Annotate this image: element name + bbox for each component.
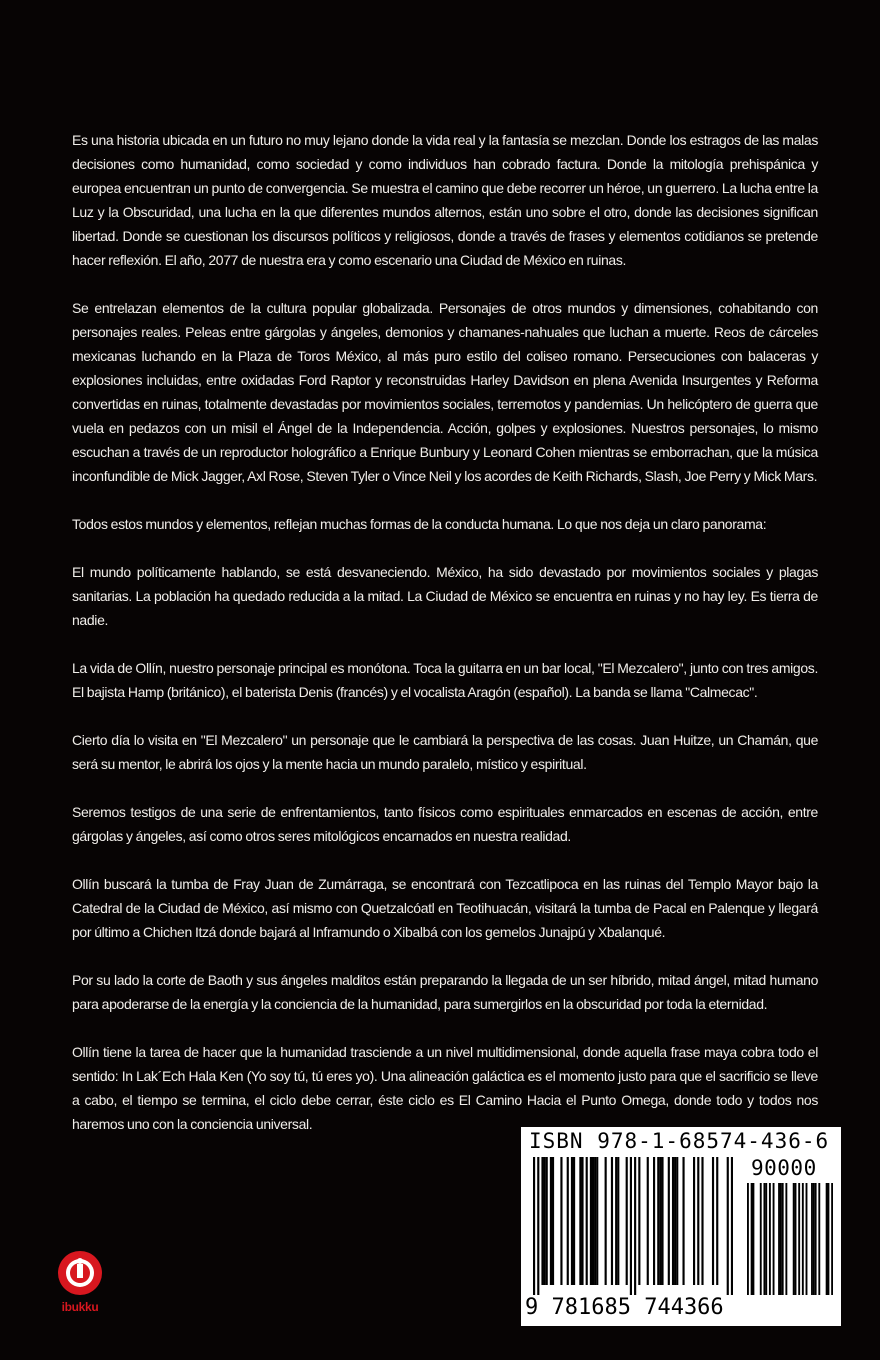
ean5-bar-13 [795,1183,797,1295]
ean5-addon-barcode [747,1183,833,1297]
synopsis-paragraph-7: Seremos testigos de una serie de enfrentamientos, tanto físicos como espirituales enmarcados en escenas de acción, entre gárgolas y ángeles, así como otros seres mitológicos encarnados en nuestra realidad. [72,804,818,844]
ean5-bar-20 [818,1183,820,1295]
ean13-bar-21 [617,1157,619,1285]
synopsis-paragraph-2: Se entrelazan elementos de la cultura popular globalizada. Personajes de otros mundos y dimensiones, cohabitando con personajes reales. Peleas entre gárgolas y ángeles, demonios y chamanes-nahuales que luchan a muerte. Reos de cárceles mexicanas luchando en la Plaza de Toros México, al más puro estilo del coliseo romano. Persecuciones con balaceras y explosiones incluidas, entre oxidadas Ford Raptor y reconstruidas Harley Davidson en plena Avenida Insurgentes y Reforma convertidas en ruinas, totalmente devastadas por movimientos sociales, terremotos y pandemias. Un helicóptero de guerra que vuela en pedazos con un misil el Ángel de la Independencia. Acción, golpes y explosiones. Nuestros personajes, lo mismo escuchan a través de un reproductor holográfico a Enrique Bunbury y Leonard Cohen mientras se emborrachan, que la música inconfundible de Mick Jagger, Axl Rose, Steven Tyler o Vince Neil y los acordes de Keith Richards, Slash, Joe Perry y Mick Mars. [72,300,818,484]
ean13-bar-4 [546,1157,548,1285]
publisher-name: ibukku [61,1300,99,1314]
ean13-bar-27 [653,1157,655,1285]
ean5-bar-5 [765,1183,767,1295]
synopsis-paragraph-10: Ollín tiene la tarea de hacer que la humanidad trasciende a un nivel multidimensional, donde aquella frase maya cobra todo el sentido: In Lak´Ech Hala Ken (Yo soy tú, tú eres yo). Una alineación galáctica es el momento justo para que el sacrificio se lleve a cabo, el tiempo se termina, el ciclo debe cerrar, éste ciclo es El Camino Hacia el Punto Omega, donde todo y todos nos haremos uno con la conciencia universal. [72,1044,818,1132]
ean13-bar-41 [727,1157,729,1295]
ean5-bar-11 [785,1183,787,1295]
synopsis-paragraph-4: El mundo políticamente hablando, se está desvaneciendo. México, ha sido devastado por movimientos sociales y plagas sanitarias. La población ha quedado reducida a la mitad. La Ciudad de México se encuentra en ruinas y no hay ley. Es tierra de nadie. [72,564,818,628]
synopsis-paragraph-8: Ollín buscará la tumba de Fray Juan de Zumárraga, se encontrará con Tezcatlipoca en las ruinas del Templo Mayor bajo la Catedral de la Ciudad de México, así mismo con Quetzalcóatl en Teotihuacán, visitará la tumba de Pacal en Palenque y llegará por último a Chichen Itzá donde bajará al Inframundo o Xibalbá con los gemelos Junajpú y Xbalanqué. [72,876,818,940]
barcode-digits: 9 781685 744366 [525,1295,724,1320]
ean13-bar-29 [659,1157,661,1285]
ean13-bar-31 [668,1157,670,1285]
ean5-bar-18 [813,1183,815,1295]
ean13-bar-32 [672,1157,674,1285]
ean13-bar-39 [712,1157,714,1285]
ean13-bar-23 [630,1157,632,1295]
ean13-bar-38 [701,1157,703,1285]
ean13-bar-36 [693,1157,695,1285]
synopsis-text [72,128,818,1160]
ean13-bar-30 [661,1157,663,1285]
ean13-bar-14 [590,1157,592,1285]
ean13-bar-9 [571,1157,573,1285]
ean13-bar-34 [676,1157,678,1285]
ean5-bar-10 [782,1183,784,1295]
ean5-bar-9 [780,1183,782,1295]
ean5-bar-7 [773,1183,775,1295]
isbn-label: ISBN 978-1-68574-436-6 [529,1129,830,1153]
ean13-bar-26 [647,1157,649,1285]
ean13-bar-8 [567,1157,569,1285]
ean13-bar-35 [682,1157,684,1285]
price-code: 90000 [751,1156,817,1180]
ean13-bar-7 [560,1157,562,1285]
ean13-bar-1 [537,1157,539,1295]
ean5-bar-19 [815,1183,817,1295]
ean13-bar-20 [615,1157,617,1285]
ean5-bar-16 [806,1183,808,1295]
synopsis-paragraph-6: Cierto día lo visita en "El Mezcalero" un personaje que le cambiará la perspectiva de las cosas. Juan Huitze, un Chamán, que será su mentor, le abrirá los ojos y la mente hacia un mundo paralelo, místico y espiritual. [72,732,818,772]
ean5-bar-23 [831,1183,833,1295]
synopsis-paragraph-3: Todos estos mundos y elementos, reflejan muchas formas de la conducta humana. Lo que nos deja un claro panorama: [72,516,767,532]
ean13-bar-28 [657,1157,659,1285]
ean13-bar-33 [674,1157,676,1285]
synopsis-paragraph-9: Por su lado la corte de Baoth y sus ángeles malditos están preparando la llegada de un ser híbrido, mitad ángel, mitad humano para apoderarse de la energía y la conciencia de la humanidad, para sumergirlos en la obscuridad por toda la eternidad. [72,972,818,1012]
ean13-bar-3 [544,1157,546,1285]
ean5-bar-1 [751,1183,753,1295]
publisher-logo [44,1248,116,1320]
ean13-bar-0 [533,1157,535,1295]
ean13-bar-12 [581,1157,583,1285]
ean13-bar-19 [611,1157,613,1285]
ean13-bar-18 [605,1157,607,1285]
ean13-bar-17 [596,1157,598,1285]
ean5-bar-15 [802,1183,804,1295]
isbn-barcode-box [521,1127,841,1326]
ean13-bar-22 [626,1157,628,1285]
ean13-barcode [533,1157,733,1297]
ean5-bar-2 [752,1183,754,1295]
ean5-bar-3 [760,1183,762,1295]
synopsis-paragraph-1: Es una historia ubicada en un futuro no muy lejano donde la vida real y la fantasía se mezclan. Donde los estragos de las malas decisiones como humanidad, como sociedad y como individuos han cobrado factura. Donde la mitología prehispánica y europea encuentran un punto de convergencia. Se muestra el camino que debe recorrer un héroe, un guerrero. La lucha entre la Luz y la Obscuridad, una lucha en la que diferentes mundos alternos, están uno sobre el otro, donde las decisiones significan libertad. Donde se cuestionan los discursos políticos y religiosos, donde a través de frases y elementos cotidianos se pretende hacer reflexión. El año, 2077 de nuestra era y como escenario una Ciudad de México en ruinas. [72,132,818,268]
ean13-bar-25 [638,1157,640,1285]
ean5-bar-22 [828,1183,830,1295]
ean13-bar-24 [634,1157,636,1295]
ean13-bar-6 [552,1157,554,1285]
ean13-bar-40 [716,1157,718,1285]
ean5-bar-17 [811,1183,813,1295]
ean13-bar-42 [731,1157,733,1295]
ean13-bar-15 [592,1157,594,1285]
ean5-bar-14 [798,1183,800,1295]
ean5-bar-0 [747,1183,749,1295]
ean5-bar-12 [793,1183,795,1295]
ean5-bar-6 [769,1183,771,1295]
ean5-bar-8 [778,1183,780,1295]
ean13-bar-2 [541,1157,543,1285]
ean5-bar-21 [826,1183,828,1295]
ean13-bar-10 [573,1157,575,1285]
ean5-bar-4 [763,1183,765,1295]
ean13-bar-16 [594,1157,596,1285]
synopsis-paragraph-5: La vida de Ollín, nuestro personaje principal es monótona. Toca la guitarra en un bar local, "El Mezcalero", junto con tres amigos. El bajista Hamp (británico), el baterista Denis (francés) y el vocalista Aragón (español). La banda se llama "Calmecac". [72,660,818,700]
ean13-bar-11 [579,1157,581,1285]
ean13-bar-37 [697,1157,699,1285]
ibukku-logo-icon [44,1248,116,1304]
ean13-bar-13 [586,1157,588,1285]
ean13-bar-5 [550,1157,552,1285]
